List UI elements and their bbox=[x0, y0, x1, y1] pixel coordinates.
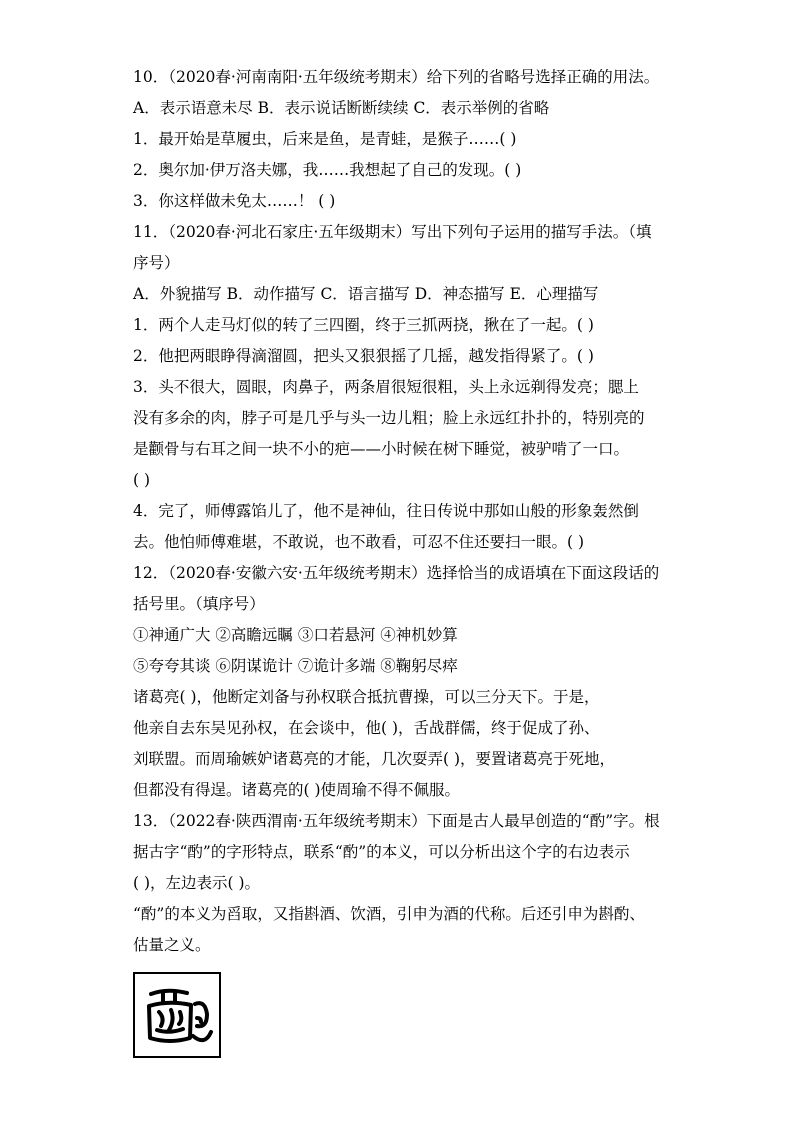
ancient-zhuo-character-glyph-icon bbox=[135, 974, 219, 1056]
q11-item-2: 2．他把两眼睁得滴溜圆，把头又狠狠摇了几摇，越发指得紧了。( ) bbox=[133, 347, 594, 365]
q11-item-1: 1．两个人走马灯似的转了三四圈，终于三抓两挠，揪在了一起。( ) bbox=[133, 316, 594, 334]
q12-stem-cont: 括号里。（填序号） bbox=[133, 595, 265, 613]
q12-passage-4: 但都没有得逞。诸葛亮的( )使周瑜不得不佩服。 bbox=[133, 781, 461, 799]
q12-passage-3: 刘联盟。而周瑜嫉妒诸葛亮的才能，几次耍弄( )，要置诸葛亮于死地， bbox=[133, 750, 616, 768]
q11-item-3-cont-2: 是颧骨与右耳之间一块不小的疤——小时候在树下睡觉，被驴啃了一口。 bbox=[133, 440, 630, 458]
q13-note: “酌”的本义为舀取，又指斟酒、饮酒，引申为酒的代称。后还引申为斟酌、 bbox=[133, 905, 645, 923]
q11-item-4: 4．完了，师傅露馅儿了，他不是神仙，往日传说中那如山般的形象轰然倒 bbox=[133, 502, 639, 520]
q10-stem: 10．（2020春·河南南阳·五年级统考期末）给下列的省略号选择正确的用法。 bbox=[133, 68, 660, 86]
q10-item-1: 1．最开始是草履虫，后来是鱼，是青蛙，是猴子……( ) bbox=[133, 130, 517, 148]
q13-stem-cont: 据古字“酌”的字形特点，联系“酌”的本义，可以分析出这个字的右边表示 bbox=[133, 843, 630, 861]
q12-passage-1: 诸葛亮( )，他断定刘备与孙权联合抵抗曹操，可以三分天下。于是， bbox=[133, 688, 600, 706]
q11-stem-cont: 序号） bbox=[133, 254, 180, 272]
ancient-character-image bbox=[133, 972, 221, 1058]
q12-idioms-row-2: ⑤夸夸其谈 ⑥阴谋诡计 ⑦诡计多端 ⑧鞠躬尽瘁 bbox=[133, 657, 458, 675]
q13-blanks: ( )，左边表示( )。 bbox=[133, 874, 261, 892]
q13-note-cont: 估量之义。 bbox=[133, 936, 211, 954]
q11-item-3: 3．头不很大，圆眼，肉鼻子，两条眉很短很粗，头上永远剃得发亮；腮上 bbox=[133, 378, 639, 396]
q12-passage-2: 他亲自去东吴见孙权，在会谈中，他( )，舌战群儒，终于促成了孙、 bbox=[133, 719, 600, 737]
q11-item-3-blank: ( ) bbox=[133, 471, 151, 489]
q11-options: A．外貌描写 B．动作描写 C．语言描写 D．神态描写 E．心理描写 bbox=[133, 285, 599, 303]
q12-idioms-row-1: ①神通广大 ②高瞻远瞩 ③口若悬河 ④神机妙算 bbox=[133, 626, 458, 644]
q11-stem: 11．（2020春·河北石家庄·五年级期末）写出下列句子运用的描写手法。（填 bbox=[133, 223, 652, 241]
q10-item-2: 2．奥尔加·伊万洛夫娜，我……我想起了自己的发现。( ) bbox=[133, 161, 522, 179]
q11-item-3-cont-1: 没有多余的肉，脖子可是几乎与头一边儿粗；脸上永远红扑扑的，特别亮的 bbox=[133, 409, 645, 427]
q12-stem: 12．（2020春·安徽六安·五年级统考期末）选择恰当的成语填在下面这段话的 bbox=[133, 564, 660, 582]
q10-options: A．表示语意未尽 B．表示说话断断续续 C．表示举例的省略 bbox=[133, 99, 550, 117]
worksheet-content bbox=[133, 62, 673, 961]
q11-item-4-cont: 去。他怕师傅难堪，不敢说，也不敢看，可忍不住还要扫一眼。( ) bbox=[133, 533, 585, 551]
q10-item-3: 3．你这样做未免太……！ ( ) bbox=[133, 192, 336, 210]
q13-stem: 13．（2022春·陕西渭南·五年级统考期末）下面是古人最早创造的“酌”字。根 bbox=[133, 812, 660, 830]
